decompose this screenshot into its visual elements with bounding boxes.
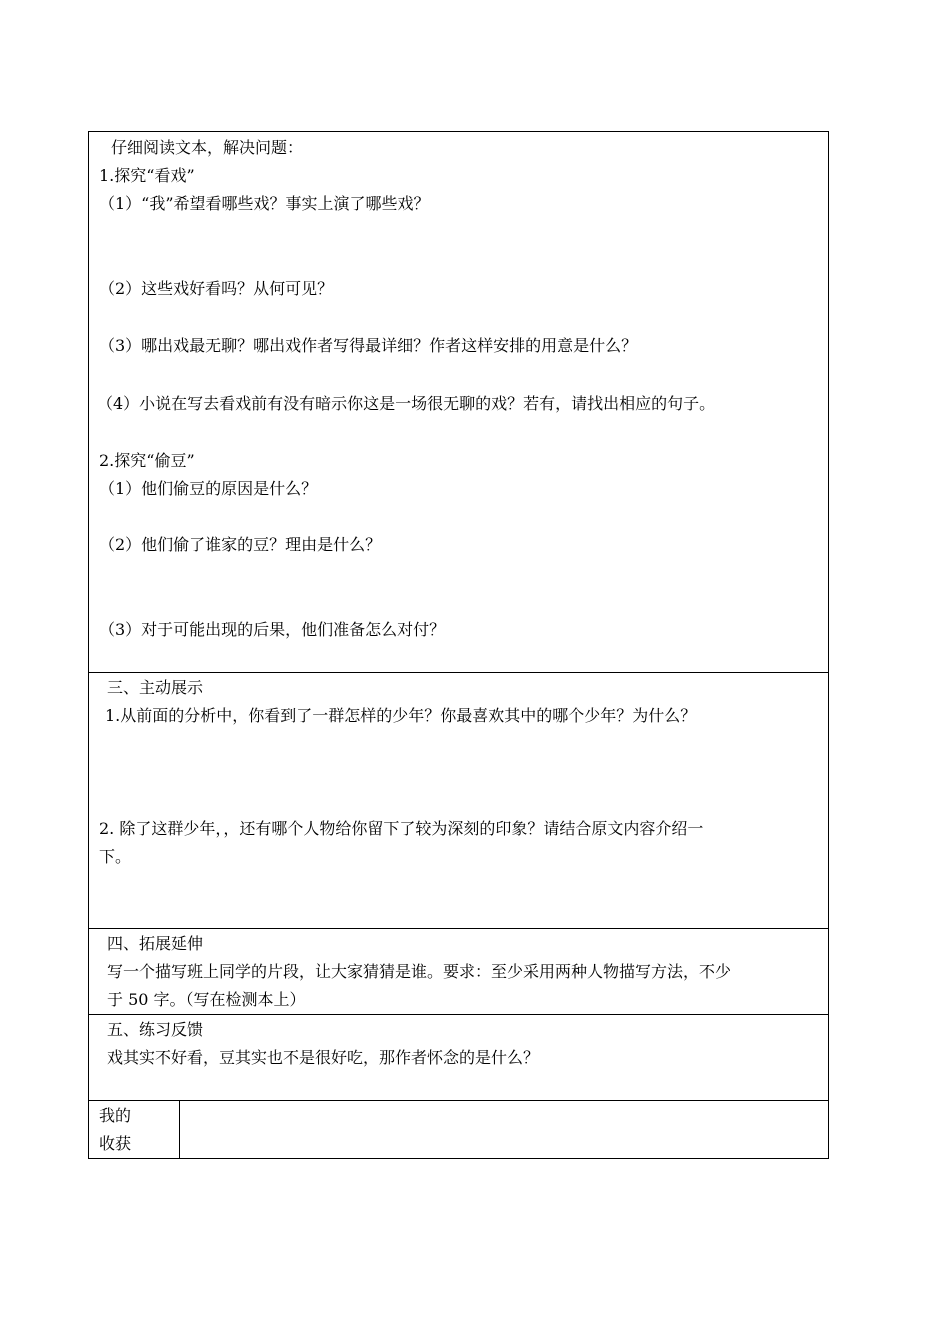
question-1-3: （3）哪出戏最无聊？哪出戏作者写得最详细？作者这样安排的用意是什么？ (99, 336, 638, 355)
extend-title: 四、拓展延伸 (107, 934, 204, 953)
extend-text-line2: 于 50 字。（写在检测本上） (107, 990, 306, 1009)
section-show (89, 673, 828, 929)
harvest-label-line2: 收获 (99, 1134, 132, 1153)
question-2-3: （3）对于可能出现的后果，他们准备怎么对付？ (99, 620, 446, 639)
part1-title: 1.探究“看戏” (99, 166, 195, 185)
section-extend (89, 929, 828, 1015)
harvest-row (89, 1101, 828, 1158)
show-question-2-line1: 2. 除了这群少年，，还有哪个人物给你留下了较为深刻的印象？请结合原文内容介绍一 (99, 819, 704, 838)
worksheet-table (88, 131, 829, 1159)
reading-intro: 仔细阅读文本，解决问题： (111, 138, 304, 157)
show-question-2-line2: 下。 (99, 847, 132, 866)
part2-title: 2.探究“偷豆” (99, 451, 195, 470)
extend-text-line1: 写一个描写班上同学的片段，让大家猜猜是谁。要求：至少采用两种人物描写方法，不少 (107, 962, 732, 981)
section-feedback (89, 1015, 828, 1101)
question-1-2: （2）这些戏好看吗？从何可见？ (99, 279, 334, 298)
question-2-2: （2）他们偷了谁家的豆？理由是什么？ (99, 535, 382, 554)
harvest-label (89, 1101, 180, 1158)
question-1-4: （4）小说在写去看戏前有没有暗示你这是一场很无聊的戏？若有，请找出相应的句子。 (97, 394, 716, 413)
feedback-title: 五、练习反馈 (107, 1020, 204, 1039)
harvest-field[interactable] (180, 1101, 828, 1158)
feedback-question: 戏其实不好看，豆其实也不是很好吃，那作者怀念的是什么？ (107, 1048, 540, 1067)
show-question-1: 1.从前面的分析中，你看到了一群怎样的少年？你最喜欢其中的哪个少年？为什么？ (105, 706, 697, 725)
section-reading (89, 132, 828, 673)
question-2-1: （1）他们偷豆的原因是什么？ (99, 479, 318, 498)
show-title: 三、主动展示 (107, 678, 204, 697)
harvest-label-line1: 我的 (99, 1106, 132, 1125)
question-1-1: （1）“我”希望看哪些戏？事实上演了哪些戏？ (99, 194, 430, 213)
